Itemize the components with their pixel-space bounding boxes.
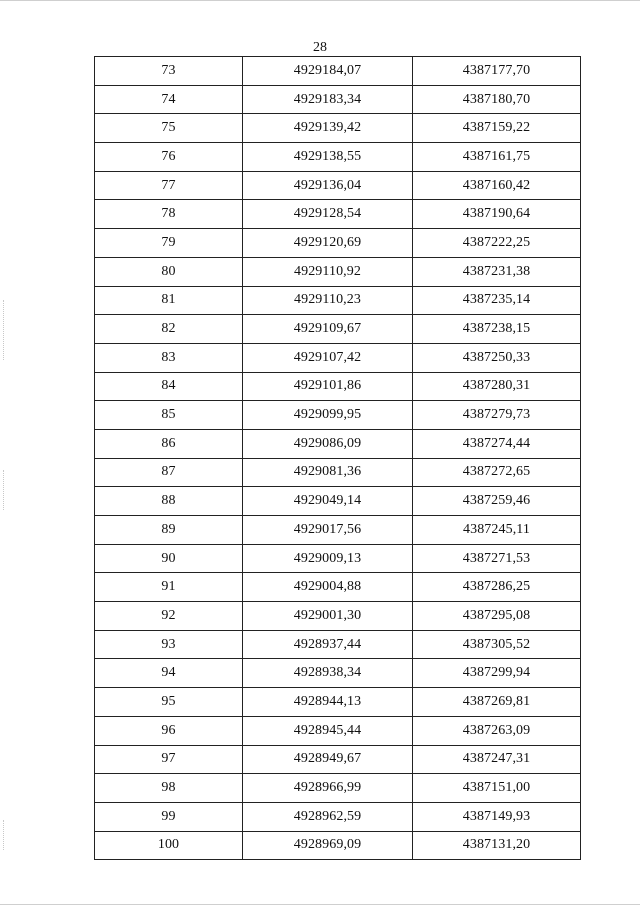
table-row <box>95 516 581 545</box>
y-coordinate-cell: 4387280,31 <box>413 372 581 401</box>
table-row <box>95 114 581 143</box>
point-number-cell: 76 <box>95 143 243 172</box>
x-coordinate-cell: 4929128,54 <box>243 200 413 229</box>
table-row <box>95 802 581 831</box>
point-number-cell: 98 <box>95 774 243 803</box>
y-coordinate-cell: 4387299,94 <box>413 659 581 688</box>
y-coordinate-cell: 4387222,25 <box>413 229 581 258</box>
point-number-cell: 75 <box>95 114 243 143</box>
y-coordinate-cell: 4387151,00 <box>413 774 581 803</box>
x-coordinate-cell: 4928937,44 <box>243 630 413 659</box>
point-number-cell: 85 <box>95 401 243 430</box>
point-number-cell: 86 <box>95 429 243 458</box>
point-number-cell: 100 <box>95 831 243 860</box>
table-row <box>95 286 581 315</box>
scan-side-mark <box>3 820 4 850</box>
table-row <box>95 630 581 659</box>
point-number-cell: 89 <box>95 516 243 545</box>
table-row <box>95 774 581 803</box>
x-coordinate-cell: 4929049,14 <box>243 487 413 516</box>
point-number-cell: 79 <box>95 229 243 258</box>
table-row <box>95 315 581 344</box>
y-coordinate-cell: 4387279,73 <box>413 401 581 430</box>
scan-top-edge <box>0 0 640 4</box>
table-row <box>95 200 581 229</box>
table-row <box>95 688 581 717</box>
table-row <box>95 831 581 860</box>
point-number-cell: 87 <box>95 458 243 487</box>
table-row <box>95 343 581 372</box>
table-row <box>95 716 581 745</box>
y-coordinate-cell: 4387286,25 <box>413 573 581 602</box>
x-coordinate-cell: 4929109,67 <box>243 315 413 344</box>
table-row <box>95 573 581 602</box>
y-coordinate-cell: 4387159,22 <box>413 114 581 143</box>
point-number-cell: 93 <box>95 630 243 659</box>
x-coordinate-cell: 4929110,92 <box>243 257 413 286</box>
point-number-cell: 92 <box>95 602 243 631</box>
table-row <box>95 659 581 688</box>
x-coordinate-cell: 4929107,42 <box>243 343 413 372</box>
table-row <box>95 602 581 631</box>
scan-side-mark <box>3 300 4 360</box>
page-number: 28 <box>313 40 327 55</box>
x-coordinate-cell: 4928966,99 <box>243 774 413 803</box>
x-coordinate-cell: 4929139,42 <box>243 114 413 143</box>
y-coordinate-cell: 4387235,14 <box>413 286 581 315</box>
table-row <box>95 487 581 516</box>
point-number-cell: 74 <box>95 85 243 114</box>
point-number-cell: 73 <box>95 57 243 86</box>
y-coordinate-cell: 4387180,70 <box>413 85 581 114</box>
point-number-cell: 90 <box>95 544 243 573</box>
point-number-cell: 84 <box>95 372 243 401</box>
point-number-cell: 96 <box>95 716 243 745</box>
y-coordinate-cell: 4387247,31 <box>413 745 581 774</box>
x-coordinate-cell: 4929184,07 <box>243 57 413 86</box>
coordinates-table-body <box>95 57 581 860</box>
point-number-cell: 91 <box>95 573 243 602</box>
point-number-cell: 82 <box>95 315 243 344</box>
y-coordinate-cell: 4387295,08 <box>413 602 581 631</box>
point-number-cell: 97 <box>95 745 243 774</box>
table-row <box>95 458 581 487</box>
x-coordinate-cell: 4928969,09 <box>243 831 413 860</box>
y-coordinate-cell: 4387177,70 <box>413 57 581 86</box>
x-coordinate-cell: 4929001,30 <box>243 602 413 631</box>
point-number-cell: 94 <box>95 659 243 688</box>
x-coordinate-cell: 4929120,69 <box>243 229 413 258</box>
y-coordinate-cell: 4387269,81 <box>413 688 581 717</box>
point-number-cell: 83 <box>95 343 243 372</box>
y-coordinate-cell: 4387259,46 <box>413 487 581 516</box>
table-row <box>95 85 581 114</box>
x-coordinate-cell: 4929101,86 <box>243 372 413 401</box>
x-coordinate-cell: 4928938,34 <box>243 659 413 688</box>
x-coordinate-cell: 4929136,04 <box>243 171 413 200</box>
y-coordinate-cell: 4387245,11 <box>413 516 581 545</box>
x-coordinate-cell: 4929138,55 <box>243 143 413 172</box>
y-coordinate-cell: 4387231,38 <box>413 257 581 286</box>
y-coordinate-cell: 4387250,33 <box>413 343 581 372</box>
y-coordinate-cell: 4387190,64 <box>413 200 581 229</box>
y-coordinate-cell: 4387305,52 <box>413 630 581 659</box>
table-row <box>95 57 581 86</box>
table-row <box>95 544 581 573</box>
table-row <box>95 257 581 286</box>
point-number-cell: 88 <box>95 487 243 516</box>
x-coordinate-cell: 4929081,36 <box>243 458 413 487</box>
y-coordinate-cell: 4387272,65 <box>413 458 581 487</box>
table-row <box>95 229 581 258</box>
scan-side-mark <box>3 470 4 510</box>
x-coordinate-cell: 4929009,13 <box>243 544 413 573</box>
y-coordinate-cell: 4387238,15 <box>413 315 581 344</box>
x-coordinate-cell: 4928944,13 <box>243 688 413 717</box>
x-coordinate-cell: 4928949,67 <box>243 745 413 774</box>
x-coordinate-cell: 4929110,23 <box>243 286 413 315</box>
point-number-cell: 99 <box>95 802 243 831</box>
x-coordinate-cell: 4929183,34 <box>243 85 413 114</box>
point-number-cell: 78 <box>95 200 243 229</box>
point-number-cell: 81 <box>95 286 243 315</box>
table-row <box>95 401 581 430</box>
y-coordinate-cell: 4387161,75 <box>413 143 581 172</box>
point-number-cell: 77 <box>95 171 243 200</box>
table-row <box>95 171 581 200</box>
x-coordinate-cell: 4929086,09 <box>243 429 413 458</box>
coordinates-table <box>94 56 581 860</box>
y-coordinate-cell: 4387263,09 <box>413 716 581 745</box>
table-row <box>95 745 581 774</box>
y-coordinate-cell: 4387160,42 <box>413 171 581 200</box>
point-number-cell: 95 <box>95 688 243 717</box>
table-row <box>95 143 581 172</box>
table-row <box>95 429 581 458</box>
y-coordinate-cell: 4387274,44 <box>413 429 581 458</box>
x-coordinate-cell: 4928945,44 <box>243 716 413 745</box>
table-row <box>95 372 581 401</box>
y-coordinate-cell: 4387131,20 <box>413 831 581 860</box>
x-coordinate-cell: 4929099,95 <box>243 401 413 430</box>
x-coordinate-cell: 4929004,88 <box>243 573 413 602</box>
y-coordinate-cell: 4387271,53 <box>413 544 581 573</box>
x-coordinate-cell: 4929017,56 <box>243 516 413 545</box>
x-coordinate-cell: 4928962,59 <box>243 802 413 831</box>
scan-bottom-edge <box>0 901 640 905</box>
point-number-cell: 80 <box>95 257 243 286</box>
y-coordinate-cell: 4387149,93 <box>413 802 581 831</box>
